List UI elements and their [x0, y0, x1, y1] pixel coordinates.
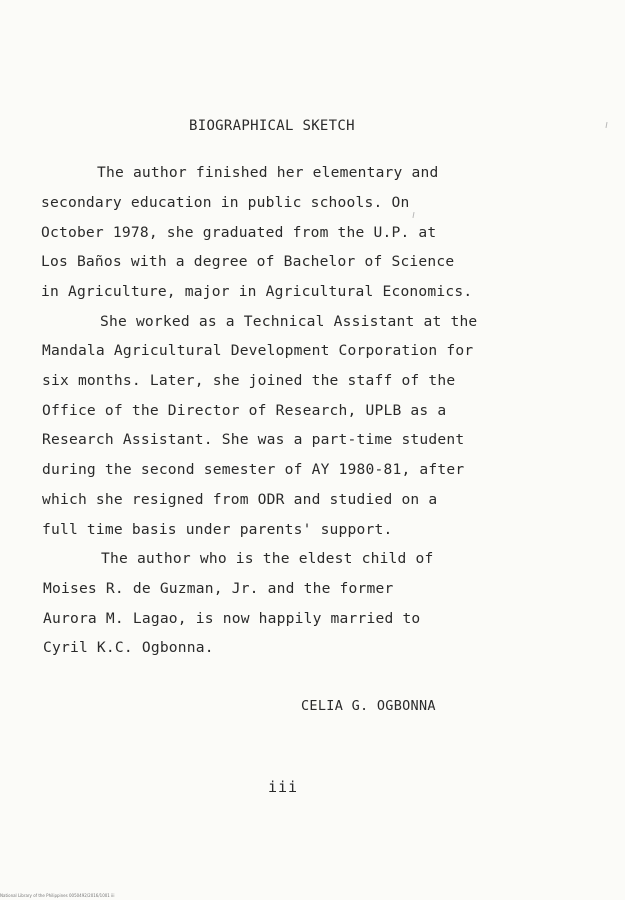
text-line: Research Assistant. She was a part-time student [42, 431, 465, 448]
text-line: The author finished her elementary and [97, 164, 439, 181]
scan-speck [412, 212, 414, 218]
page-number: iii [268, 778, 299, 796]
text-line: The author who is the eldest child of [101, 550, 434, 567]
text-line: full time basis under parents' support. [42, 521, 393, 538]
text-line: during the second semester of AY 1980-81, after [42, 461, 465, 478]
scan-footer: National Library of the Philippines 0050492/2016/1001 iii [0, 893, 115, 898]
scan-speck [605, 122, 607, 128]
text-line: Office of the Director of Research, UPLB as a [42, 402, 447, 419]
text-line: October 1978, she graduated from the U.P. at [41, 224, 437, 241]
text-line: She worked as a Technical Assistant at the [100, 313, 478, 330]
text-line: Los Baños with a degree of Bachelor of Science [41, 253, 455, 270]
text-line: in Agriculture, major in Agricultural Economics. [41, 283, 473, 300]
page-title: BIOGRAPHICAL SKETCH [189, 118, 355, 134]
author-signature-name: CELIA G. OGBONNA [301, 698, 436, 714]
text-line: Aurora M. Lagao, is now happily married to [43, 610, 421, 627]
text-line: secondary education in public schools. On [41, 194, 410, 211]
text-line: which she resigned from ODR and studied on a [42, 491, 438, 508]
text-line: Cyril K.C. Ogbonna. [43, 639, 214, 656]
text-line: Mandala Agricultural Development Corporation for [42, 342, 474, 359]
text-line: six months. Later, she joined the staff of the [42, 372, 456, 389]
text-line: Moises R. de Guzman, Jr. and the former [43, 580, 394, 597]
